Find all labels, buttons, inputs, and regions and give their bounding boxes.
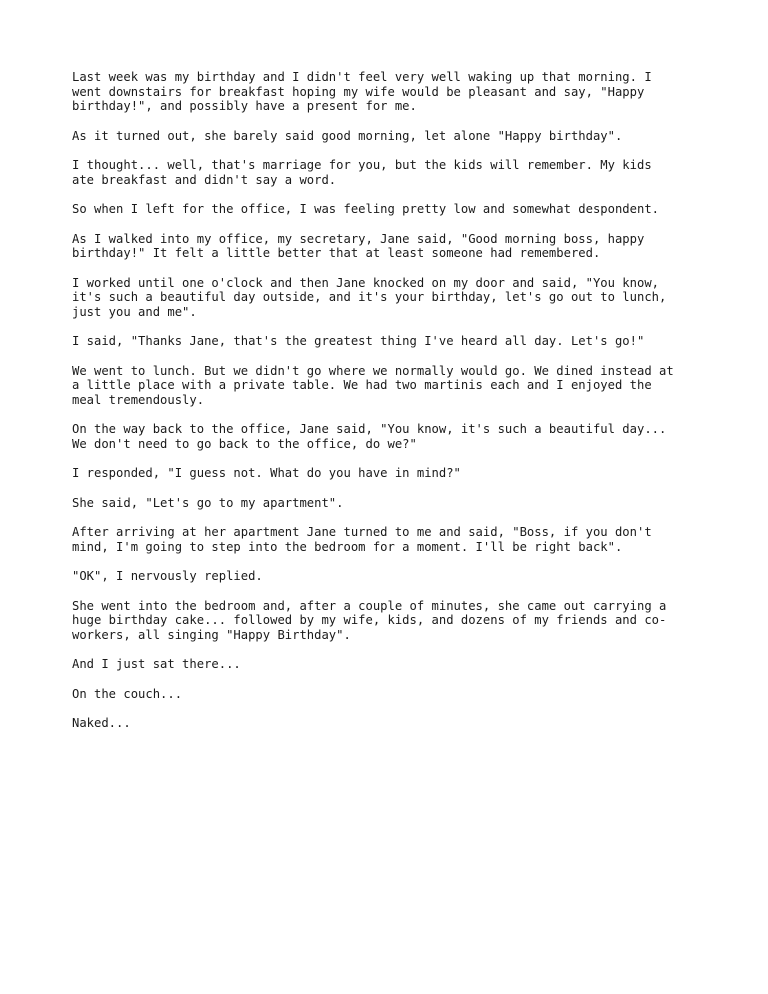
paragraph-1: Last week was my birthday and I didn't feel very well waking up that morning. I went downstairs for breakfast hoping my wife would be pleasant and say, "Happy birthday!", and possibly have a present for me. [72, 70, 652, 113]
paragraph-12: After arriving at her apartment Jane turned to me and said, "Boss, if you don't mind, I'm going to step into the bedroom for a moment. I'll be right back". [72, 525, 652, 554]
paragraph-9: On the way back to the office, Jane said, "You know, it's such a beautiful day... We don't need to go back to the office, do we?" [72, 422, 667, 451]
paragraph-7: I said, "Thanks Jane, that's the greatest thing I've heard all day. Let's go!" [72, 334, 645, 348]
paragraph-3: I thought... well, that's marriage for you, but the kids will remember. My kids ate breakfast and didn't say a word. [72, 158, 652, 187]
paragraph-13: "OK", I nervously replied. [72, 569, 263, 583]
paragraph-4: So when I left for the office, I was feeling pretty low and somewhat despondent. [72, 202, 659, 216]
paragraph-16: On the couch... [72, 686, 183, 701]
paragraph-6: I worked until one o'clock and then Jane knocked on my door and said, "You know, it's such a beautiful day outside, and it's your birthday, let's go out to lunch, just you and me". [72, 275, 667, 319]
paragraph-5: As I walked into my office, my secretary, Jane said, "Good morning boss, happy birthday!" It felt a little better that at least someone had remembered. [72, 231, 645, 260]
paragraph-10: I responded, "I guess not. What do you have in mind?" [72, 466, 461, 480]
paragraph-8: We went to lunch. But we didn't go where we normally would go. We dined instead at a little place with a private table. We had two martinis each and I enjoyed the meal tremendously. [72, 363, 674, 407]
paragraph-15: And I just sat there... [72, 657, 241, 671]
paragraph-14: She went into the bedroom and, after a couple of minutes, she came out carrying a huge birthday cake... followed by my wife, kids, and dozens of my friends and co- workers, all singing "Happy Birthday". [72, 598, 667, 642]
document-body [72, 70, 702, 746]
paragraph-17: Naked... [72, 716, 131, 730]
paragraph-11: She said, "Let's go to my apartment". [72, 495, 344, 510]
paragraph-2: As it turned out, she barely said good morning, let alone "Happy birthday". [72, 128, 623, 143]
